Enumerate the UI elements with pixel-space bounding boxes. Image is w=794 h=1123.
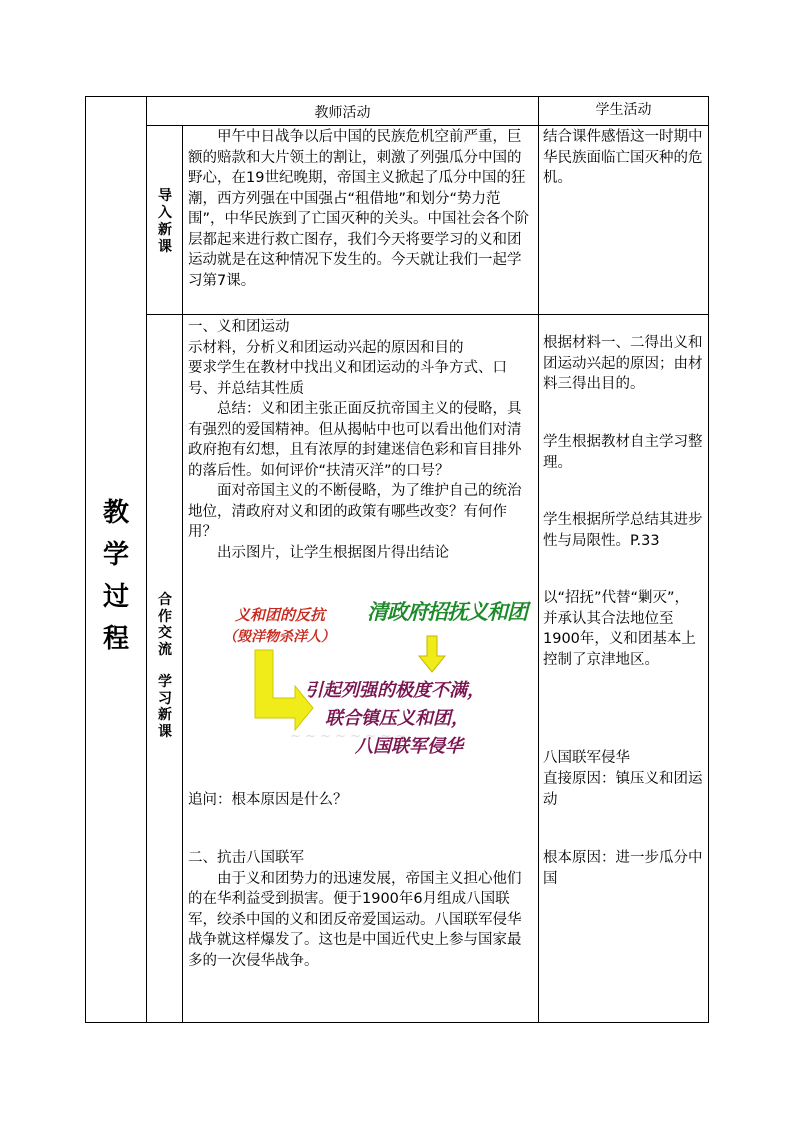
row1-label-char: 新 [158,222,172,238]
section-title-char: 教 [102,498,129,528]
student-intro: 结合课件感悟这一时期中华民族面临亡国灭种的危机。 [543,129,703,186]
figure-label-resistance: 义和团的反抗 [235,606,326,624]
row2-label-char: 新 [158,707,172,723]
row2-teacher-text [188,317,532,563]
section-title [96,492,136,660]
student-note-1: 根据材料一、二得出义和团运动兴起的原因；由材料三得出目的。 [543,335,703,392]
col-divider-3 [538,96,539,1023]
eight-nation-paragraph: 由于义和团势力的迅速发展，帝国主义担心他们的在华利益受到损害。便于1900年6月组成八国联军，绞杀中国的义和团反帝爱国运动。八国联军侵华战争就这样爆发了。这也是中国近代史上参与国家最多的一次侵华战争。 [188,870,522,969]
intro-paragraph: 甲午中日战争以后中国的民族危机空前严重，巨额的赔款和大片领土的割让，刺激了列强瓜分中国的野心，在19世纪晚期，帝国主义掀起了瓜分中国的狂潮，西方列强在中国强占“租借地”和划分“势力范围”，中华民族到了亡国灭种的关头。中国社会各个阶层都起来进行救亡图存，我们今天将要学习的义和团运动就是在这种情况下发生的。今天就让我们一起学习第7课。 [188,129,530,289]
header-bottom-border [146,125,709,126]
requirement-line: 要求学生在教材中找出义和团运动的斗争方式、口号、并总结其性质 [188,360,507,397]
row2-label-char: 作 [158,608,172,625]
table-right-border [708,96,709,1023]
row1-label [155,188,175,256]
row2-label [155,592,175,740]
section-title-char: 过 [102,582,129,612]
section-title-char: 学 [102,540,129,570]
row2-label-char: 习 [158,690,172,707]
row2-label-char: 合 [158,592,172,608]
row1-bottom-border [146,314,709,315]
figure-label-consequence-2: 联合镇压义和团， [325,708,469,729]
shadow-text: ~ ~ ~ ~ ~ ~ ~ ~ [290,729,407,744]
row1-label-char: 入 [158,205,172,221]
figure-label-consequence-3: 八国联军侵华 [355,736,463,757]
figure-label-qing: 清政府招抚义和团 [367,599,527,624]
row2-teacher-part2 [188,848,532,971]
student-note-4: 以“招抚”代替“剿灭”，并承认其合法地位至1900年，义和团基本上控制了京津地区。 [543,590,696,668]
figure-label-resistance-sub: （毁洋物杀洋人） [223,629,335,645]
table-bottom-border [85,1022,709,1023]
row1-teacher-text [188,127,532,291]
question-paragraph: 面对帝国主义的不断侵略，为了维护自己的统治地位，清政府对义和团的政策有哪些改变？有何作用？ [188,483,522,540]
row2-label-char: 课 [158,723,172,740]
figure-label-consequence-1: 引起列强的极度不满， [305,680,485,701]
heading-yihetuan: 一、义和团运动 [188,319,290,335]
header-student-activity: 学生活动 [595,102,652,118]
student-note-3: 学生根据所学总结其进步性与局限性。P.33 [543,512,703,549]
row2-label-char: 流 [158,641,172,658]
row1-label-char: 导 [158,188,172,204]
heading-eight-nation: 二、抗击八国联军 [188,850,304,866]
section-title-char: 程 [102,624,129,654]
show-picture-line: 出示图片，让学生根据图片得出结论 [217,544,449,561]
student-note-6: 根本原因：进一步瓜分中国 [543,850,703,887]
row2-teacher-followup [188,790,532,811]
material-line: 示材料，分析义和团运动兴起的原因和目的 [188,339,464,356]
col-divider-2 [182,125,183,1023]
down-arrow-icon [419,636,445,672]
history-diagram [195,590,540,760]
student-note-2: 学生根据教材自主学习整理。 [543,434,703,471]
row1-label-char: 课 [158,239,172,255]
table-top-border [85,96,709,97]
row2-label-char: 学 [158,674,172,690]
table-left-border [85,96,86,1023]
student-note-5b: 直接原因：镇压义和团运动 [543,771,703,808]
student-note-5a: 八国联军侵华 [543,750,630,766]
row2-label-char: 交 [158,625,172,641]
followup-question: 追问：根本原因是什么？ [188,792,348,808]
summary-paragraph: 总结：义和团主张正面反抗帝国主义的侵略，具有强烈的爱国精神。但从揭帖中也可以看出他们对清政府抱有幻想，且有浓厚的封建迷信色彩和盲目排外的落后性。如何评价“扶清灭洋”的口号？ [188,401,522,479]
row1-student-text [543,127,703,189]
col-divider-1 [146,96,147,1023]
header-teacher-activity: 教师活动 [314,105,371,121]
